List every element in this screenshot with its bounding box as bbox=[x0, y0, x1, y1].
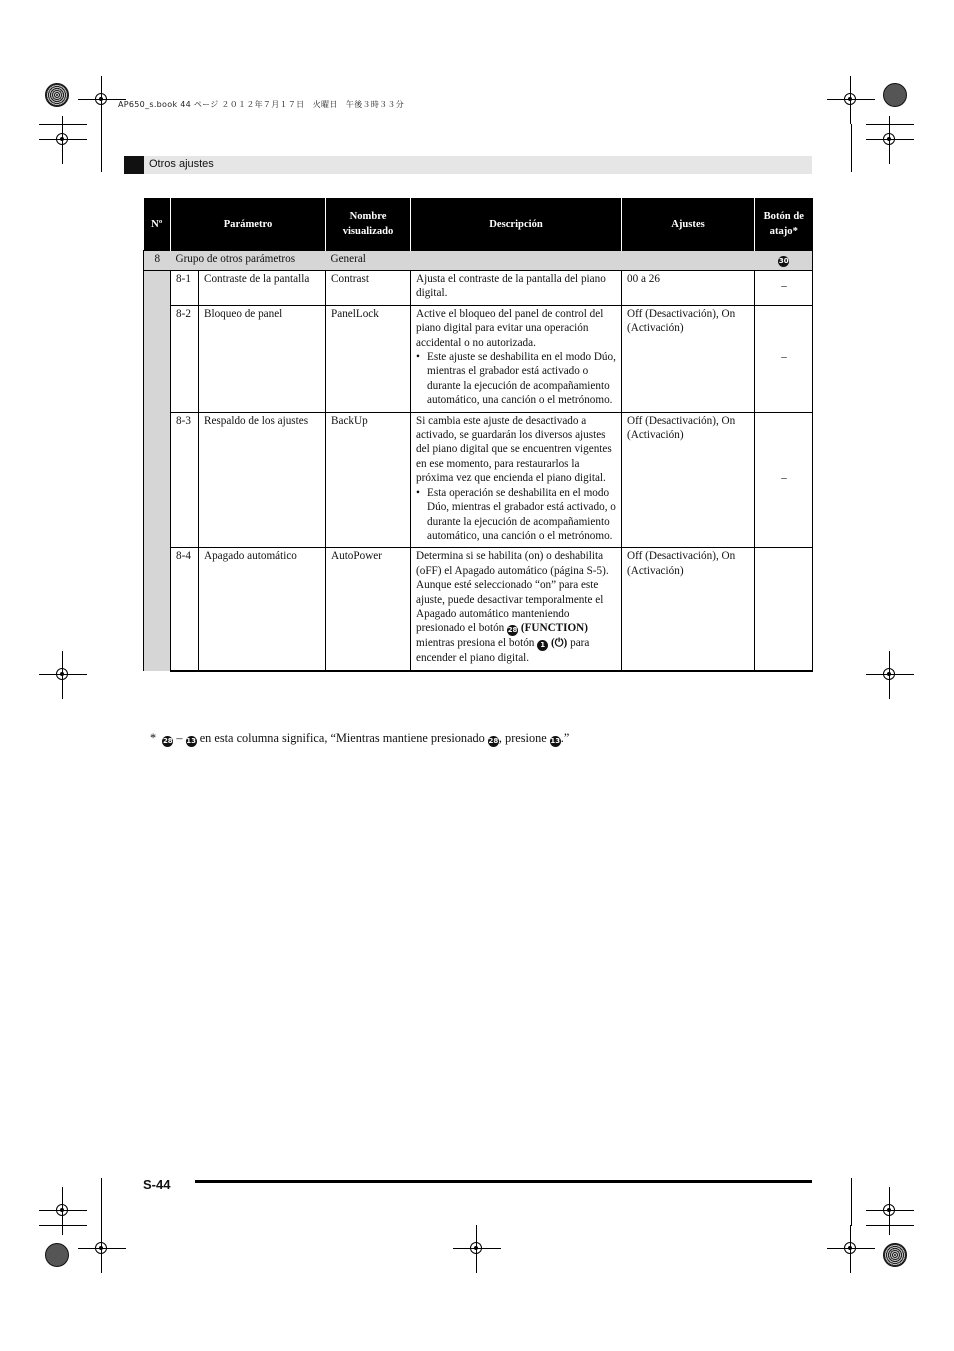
trim-mark bbox=[851, 124, 852, 172]
trim-mark bbox=[39, 1225, 87, 1226]
row-display-name: PanelLock bbox=[326, 305, 411, 412]
page-number: S-44 bbox=[143, 1177, 171, 1192]
footnote-text: .” bbox=[560, 731, 570, 745]
footnote-text: , presione bbox=[498, 731, 547, 745]
row-parameter: Contraste de la pantalla bbox=[199, 271, 326, 306]
row-shortcut: – bbox=[755, 271, 813, 306]
crosshair-mark-icon bbox=[866, 651, 914, 699]
header-no: Nº bbox=[144, 198, 171, 251]
power-button-label: (⏻) bbox=[550, 637, 568, 650]
row-parameter: Apagado automático bbox=[199, 548, 326, 671]
row-description-cell bbox=[411, 305, 622, 412]
row-display-name: AutoPower bbox=[326, 548, 411, 671]
function-button-number-icon: 28 bbox=[507, 626, 518, 635]
section-title: Otros ajustes bbox=[149, 158, 214, 170]
row-display-name: Contrast bbox=[326, 271, 411, 306]
row-description: Si cambia este ajuste de desactivado a activado, se guardarán los diversos ajustes del piano digital que se encuentren vigentes en ese momento, para restaurarlos la próxima vez que encienda el piano digital. bbox=[416, 414, 612, 485]
row-note-bullet: • Esta operación se deshabilita en el modo Dúo, mientras el grabador está activado, o durante la ejecución de acompañamiento automático, una canción o el metrónomo. bbox=[427, 486, 617, 544]
table-row bbox=[144, 271, 813, 306]
crosshair-mark-icon bbox=[453, 1225, 501, 1273]
parameter-table bbox=[143, 198, 813, 672]
shortcut-button-number-icon: 30 bbox=[778, 257, 789, 265]
row-note-bullet: • Este ajuste se deshabilita en el modo Dúo, mientras el grabador está activado o durante la ejecución de acompañamiento automático, una canción o el metrónomo. bbox=[427, 350, 617, 408]
row-description-pre: Determina si se habilita (on) o deshabilita (oFF) el Apagado automático (página S-5). Aunque esté seleccionado “on” para este ajuste, puede desactivar temporalmente el Apagado automático manteniendo presionado el botón bbox=[416, 550, 609, 635]
row-shortcut: – bbox=[755, 305, 813, 412]
crosshair-mark-icon bbox=[827, 1225, 875, 1273]
group-shortcut-cell bbox=[755, 251, 813, 271]
table-header-row bbox=[144, 198, 813, 251]
section-bar bbox=[124, 156, 812, 174]
trim-mark bbox=[851, 1178, 852, 1226]
registration-disc-icon bbox=[883, 1243, 907, 1267]
table-row bbox=[144, 412, 813, 548]
row-shortcut bbox=[755, 548, 813, 671]
trim-mark bbox=[101, 1178, 102, 1226]
footnote-number-icon: 13 bbox=[186, 737, 196, 745]
power-button-number-icon: 1 bbox=[537, 640, 548, 651]
group-row bbox=[144, 251, 813, 271]
row-description: Ajusta el contraste de la pantalla del piano digital. bbox=[411, 271, 622, 306]
row-description-mid: mientras presiona el botón bbox=[416, 637, 535, 650]
crosshair-mark-icon bbox=[78, 1225, 126, 1273]
trim-mark bbox=[866, 1225, 914, 1226]
footnote-number-icon: 13 bbox=[550, 737, 561, 745]
group-display-name: General bbox=[326, 251, 755, 271]
trim-mark bbox=[101, 124, 102, 172]
registration-disc-icon bbox=[45, 83, 69, 107]
row-settings: 00 a 26 bbox=[622, 271, 755, 306]
row-parameter: Respaldo de los ajustes bbox=[199, 412, 326, 548]
header-parameter: Parámetro bbox=[171, 198, 326, 251]
table-footnote bbox=[150, 731, 569, 747]
footnote-star: * bbox=[150, 731, 157, 745]
footer-rule bbox=[195, 1180, 812, 1183]
header-description: Descripción bbox=[411, 198, 622, 251]
section-marker bbox=[124, 156, 144, 174]
footnote-dash: – bbox=[176, 731, 183, 745]
trim-mark bbox=[39, 124, 87, 125]
row-description-cell bbox=[411, 548, 622, 671]
trim-mark bbox=[866, 124, 914, 125]
row-no: 8-4 bbox=[171, 548, 199, 671]
row-settings: Off (Desactivación), On (Activación) bbox=[622, 305, 755, 412]
group-no: 8 bbox=[144, 251, 171, 271]
footnote-text: en esta columna significa, “Mientras mantiene presionado bbox=[199, 731, 485, 745]
row-settings: Off (Desactivación), On (Activación) bbox=[622, 412, 755, 548]
function-button-label: (FUNCTION) bbox=[520, 622, 588, 635]
group-parameter: Grupo de otros parámetros bbox=[171, 251, 326, 271]
table-row bbox=[144, 305, 813, 412]
crosshair-mark-icon bbox=[39, 651, 87, 699]
header-display-name: Nombre visualizado bbox=[326, 198, 411, 251]
registration-disc-icon bbox=[45, 1243, 69, 1267]
row-display-name: BackUp bbox=[326, 412, 411, 548]
row-no: 8-1 bbox=[171, 271, 199, 306]
group-indent-cell bbox=[144, 271, 171, 671]
header-settings: Ajustes bbox=[622, 198, 755, 251]
row-settings: Off (Desactivación), On (Activación) bbox=[622, 548, 755, 671]
registration-disc-icon bbox=[883, 83, 907, 107]
row-no: 8-2 bbox=[171, 305, 199, 412]
print-header: AP650_s.book 44 ページ ２０１２年７月１７日 火曜日 午後３時３３分 bbox=[118, 100, 405, 109]
row-description-post: para encender el piano digital. bbox=[416, 637, 590, 665]
table-row bbox=[144, 548, 813, 671]
header-shortcut: Botón de atajo* bbox=[755, 198, 813, 251]
row-parameter: Bloqueo de panel bbox=[199, 305, 326, 412]
row-no: 8-3 bbox=[171, 412, 199, 548]
row-description: Active el bloqueo del panel de control del piano digital para evitar una operación accidental o no autorizada. bbox=[416, 307, 604, 349]
footnote-number-icon: 28 bbox=[488, 737, 499, 745]
row-description-cell bbox=[411, 412, 622, 548]
row-shortcut: – bbox=[755, 412, 813, 548]
footnote-number-icon: 28 bbox=[162, 737, 173, 745]
